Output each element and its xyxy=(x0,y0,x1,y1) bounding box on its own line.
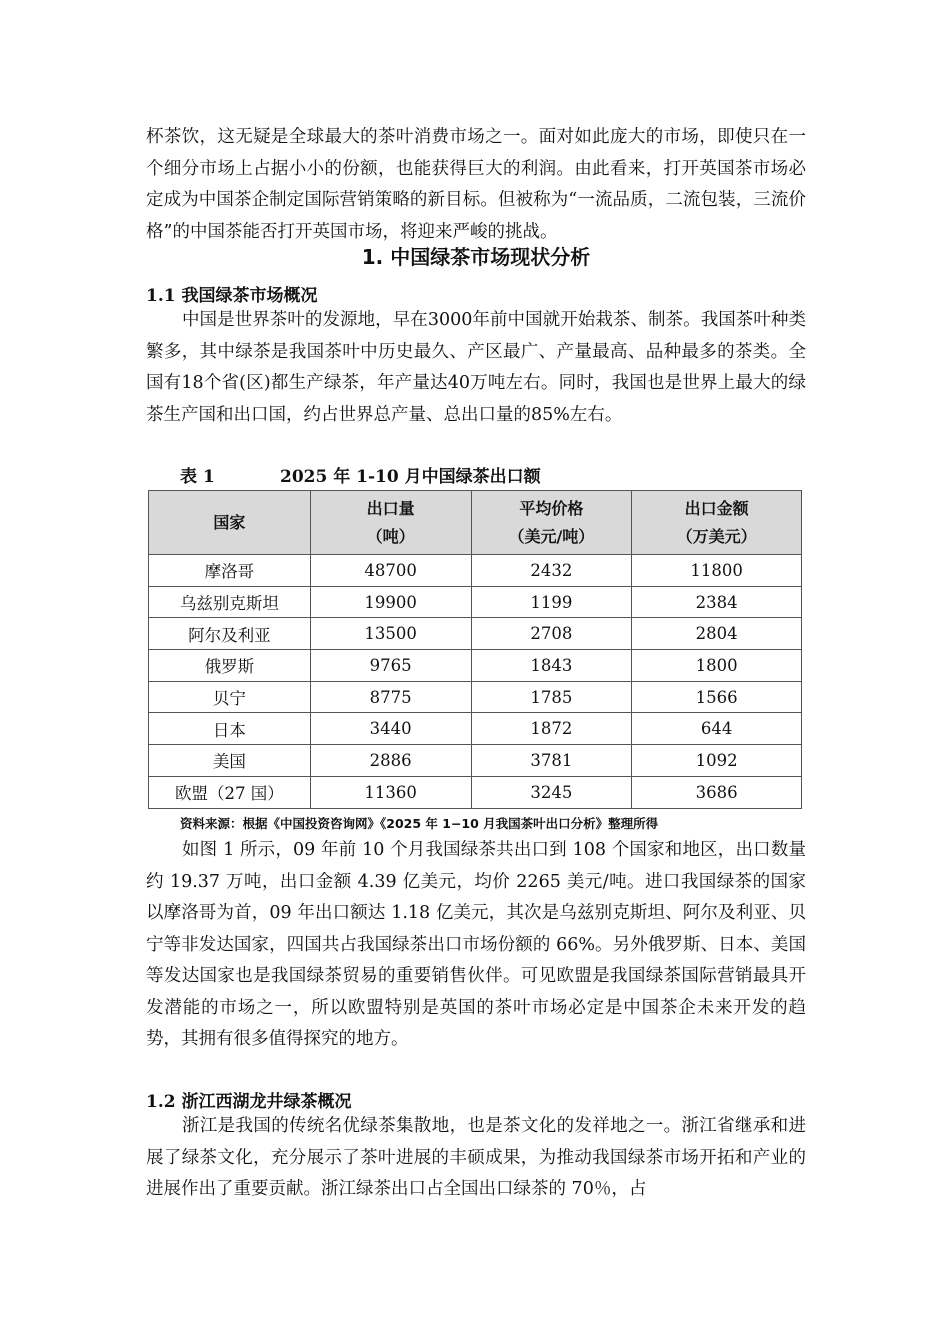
table-title: 2025 年 1-10 月中国绿茶出口额 xyxy=(280,467,541,487)
table-header-row xyxy=(149,491,802,555)
cell-country: 乌兹别克斯坦 xyxy=(149,586,311,618)
header-avg-price: 平均价格 （美元/吨） xyxy=(471,491,632,555)
cell-avg-price: 1785 xyxy=(471,681,632,713)
header-amount: 出口金额 （万美元） xyxy=(632,491,802,555)
header-volume: 出口量 （吨） xyxy=(310,491,471,555)
header-country: 国家 xyxy=(149,491,311,555)
section-1-1-paragraph: 中国是世界茶叶的发源地，早在3000年前中国就开始栽茶、制茶。我国茶叶种类繁多，其中绿茶是我国茶叶中历史最久、产区最广、产量最高、品种最多的茶类。全国有18个省(区)都生产绿茶，年产量达40万吨左右。同时，我国也是世界上最大的绿茶生产国和出口国，约占世界总产量、总出口量的85%左右。 xyxy=(146,310,806,425)
cell-country: 贝宁 xyxy=(149,681,311,713)
cell-amount: 3686 xyxy=(632,776,802,808)
table-row xyxy=(149,776,802,808)
cell-country: 阿尔及利亚 xyxy=(149,618,311,650)
section-1-2-paragraph: 浙江是我国的传统名优绿茶集散地，也是茶文化的发祥地之一。浙江省继承和进展了绿茶文化，充分展示了茶叶进展的丰硕成果，为推动我国绿茶市场开拓和产业的进展作出了重要贡献。浙江绿茶出口占全国出口绿茶的 70％，占 xyxy=(146,1116,806,1199)
cell-volume: 19900 xyxy=(310,586,471,618)
cell-amount: 2384 xyxy=(632,586,802,618)
cell-country: 日本 xyxy=(149,713,311,745)
table-caption xyxy=(180,462,541,487)
cell-avg-price: 1199 xyxy=(471,586,632,618)
table-row xyxy=(149,586,802,618)
table-row xyxy=(149,650,802,682)
cell-avg-price: 3781 xyxy=(471,745,632,777)
cell-amount: 1800 xyxy=(632,650,802,682)
cell-country: 俄罗斯 xyxy=(149,650,311,682)
cell-amount: 1092 xyxy=(632,745,802,777)
section-1-1-heading: 1.1 我国绿茶市场概况 xyxy=(146,286,318,306)
table-row xyxy=(149,555,802,587)
cell-amount: 1566 xyxy=(632,681,802,713)
cell-amount: 2804 xyxy=(632,618,802,650)
cell-volume: 11360 xyxy=(310,776,471,808)
section-1-heading: 1. 中国绿茶市场现状分析 xyxy=(361,245,591,269)
cell-avg-price: 2432 xyxy=(471,555,632,587)
cell-volume: 3440 xyxy=(310,713,471,745)
cell-country: 摩洛哥 xyxy=(149,555,311,587)
table-source-note: 资料来源：根据《中国投资咨询网》《2025 年 1−10 月我国茶叶出口分析》整理所得 xyxy=(180,816,659,831)
cell-avg-price: 1872 xyxy=(471,713,632,745)
table-row xyxy=(149,681,802,713)
intro-paragraph: 杯茶饮，这无疑是全球最大的茶叶消费市场之一。面对如此庞大的市场，即使只在一个细分市场上占据小小的份额，也能获得巨大的利润。由此看来，打开英国茶市场必定成为中国茶企制定国际营销策略的新目标。但被称为“一流品质，二流包装，三流价格”的中国茶能否打开英国市场，将迎来严峻的挑战。 xyxy=(146,127,806,242)
cell-avg-price: 1843 xyxy=(471,650,632,682)
cell-volume: 13500 xyxy=(310,618,471,650)
cell-avg-price: 3245 xyxy=(471,776,632,808)
cell-country: 美国 xyxy=(149,745,311,777)
cell-country: 欧盟（27 国） xyxy=(149,776,311,808)
section-1-2-heading: 1.2 浙江西湖龙井绿茶概况 xyxy=(146,1092,352,1112)
green-tea-export-table xyxy=(148,490,802,809)
cell-amount: 644 xyxy=(632,713,802,745)
table-label: 表 1 xyxy=(180,467,215,487)
cell-volume: 8775 xyxy=(310,681,471,713)
cell-volume: 9765 xyxy=(310,650,471,682)
cell-avg-price: 2708 xyxy=(471,618,632,650)
table-row xyxy=(149,618,802,650)
cell-volume: 48700 xyxy=(310,555,471,587)
cell-volume: 2886 xyxy=(310,745,471,777)
table-row xyxy=(149,745,802,777)
table-row xyxy=(149,713,802,745)
analysis-paragraph: 如图 1 所示，09 年前 10 个月我国绿茶共出口到 108 个国家和地区，出口数量约 19.37 万吨，出口金额 4.39 亿美元，均价 2265 美元/吨。进口我国绿茶的国家以摩洛哥为首，09 年出口额达 1.18 亿美元，其次是乌兹别克斯坦、阿尔及利亚、贝宁等非发达国家，四国共占我国绿茶出口市场份额的 66%。另外俄罗斯、日本、美国等发达国家也是我国绿茶贸易的重要销售伙伴。可见欧盟是我国绿茶国际营销最具开发潜能的市场之一，所以欧盟特别是英国的茶叶市场必定是中国茶企未来开发的趋势，其拥有很多值得探究的地方。 xyxy=(146,840,806,1049)
cell-amount: 11800 xyxy=(632,555,802,587)
